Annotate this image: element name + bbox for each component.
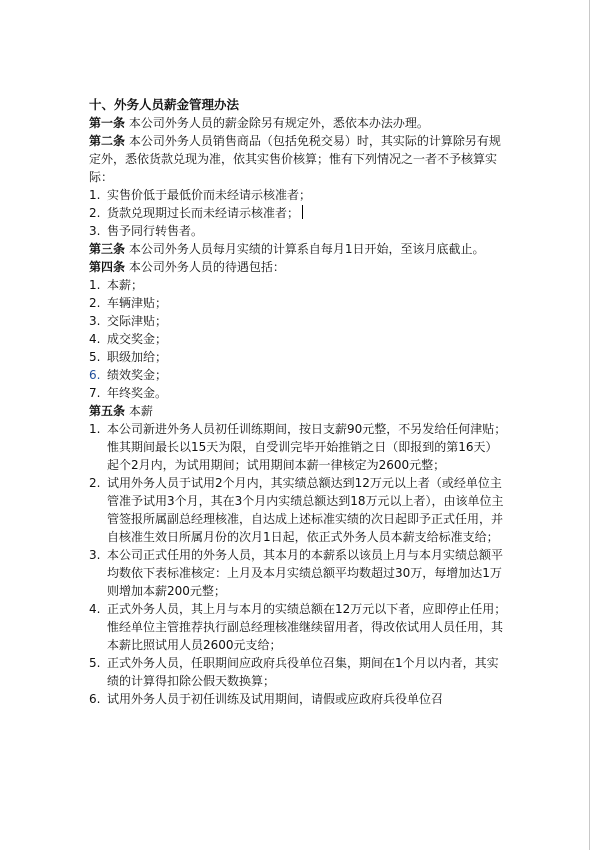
article-1-text: 本公司外务人员的薪金除另有规定外，悉依本办法办理。 (128, 116, 429, 130)
list-text: 年终奖金。 (107, 386, 168, 400)
list-number: 1. (89, 188, 101, 202)
list-item (89, 276, 507, 294)
list-number: 3. (89, 314, 101, 328)
article-2-list (89, 186, 507, 240)
list-number: 2. (89, 476, 101, 490)
list-text: 正式外务人员，其上月与本月的实绩总额在12万元以下者，应即停止任用；惟经单位主管推荐执行副总经理核准继续留用者，得改依试用人员任用，其本薪比照试用人员2600元支给； (107, 602, 507, 652)
list-number: 5. (89, 656, 101, 670)
list-number: 5. (89, 350, 101, 364)
list-item (89, 654, 507, 690)
list-item (89, 330, 507, 348)
list-text: 货款兑现期过长而未经请示核准者； (107, 206, 300, 220)
list-number: 2. (89, 296, 101, 310)
list-text: 本公司新进外务人员初任训练期间，按日支薪90元整，不另发给任何津贴；惟其期间最长以15天为限，自受训完毕开始推销之日（即报到的第16天）起个2月内，为试用期间；试用期间本薪一律核定为2600元整； (107, 422, 507, 472)
article-4-list (89, 276, 507, 402)
list-number: 3. (89, 224, 101, 238)
text-cursor (302, 205, 303, 219)
article-2-label: 第二条 (89, 134, 126, 148)
list-text: 绩效奖金； (107, 368, 168, 382)
list-number: 6. (89, 692, 101, 706)
article-4 (89, 258, 507, 276)
list-item (89, 186, 507, 204)
list-item (89, 204, 507, 222)
list-text: 正式外务人员，任职期间应政府兵役单位召集，期间在1个月以内者，其实绩的计算得扣除公假天数换算； (107, 656, 499, 688)
article-3-text: 本公司外务人员每月实绩的计算系自每月1日开始，至该月底截止。 (128, 242, 485, 256)
list-number: 4. (89, 602, 101, 616)
list-number: 1. (89, 422, 101, 436)
list-number: 7. (89, 386, 101, 400)
list-item (89, 348, 507, 366)
list-item (89, 222, 507, 240)
article-3-label: 第三条 (89, 242, 126, 256)
list-text: 试用外务人员于试用2个月内，其实绩总额达到12万元以上者（或经单位主管准予试用3个月，其在3个月内实绩总额达到18万元以上者），由该单位主管签报所属副总经理核准，自达成上述标准实绩的次日起即予正式任用，并自核准生效日所属月份的次月1日起，依正式外务人员本薪支给标准支给； (107, 476, 504, 544)
article-2 (89, 132, 507, 186)
section-title: 十、外务人员薪金管理办法 (89, 97, 240, 112)
list-text: 本公司正式任用的外务人员，其本月的本薪系以该员上月与本月实绩总额平均数依下表标准核定：上月及本月实绩总额平均数超过30万，每增加达1万则增加本薪200元整； (107, 548, 504, 598)
list-item (89, 600, 507, 654)
article-5-text: 本薪 (128, 404, 153, 418)
article-4-text: 本公司外务人员的待遇包括： (128, 260, 285, 274)
article-5-label: 第五条 (89, 404, 126, 418)
article-1-label: 第一条 (89, 116, 126, 130)
list-number: 4. (89, 332, 101, 346)
list-text: 成交奖金； (107, 332, 168, 346)
list-text: 车辆津贴； (107, 296, 168, 310)
list-number: 1. (89, 278, 101, 292)
article-5 (89, 402, 507, 420)
article-3 (89, 240, 507, 258)
list-item (89, 420, 507, 474)
list-text: 本薪； (107, 278, 144, 292)
list-text: 职级加给； (107, 350, 168, 364)
list-text: 售予同行转售者。 (107, 224, 204, 238)
list-text: 实售价低于最低价而未经请示核准者； (107, 188, 312, 202)
list-number: 6. (89, 368, 101, 382)
list-item (89, 384, 507, 402)
page-edge-line (589, 0, 590, 850)
list-text: 交际津贴； (107, 314, 168, 328)
article-5-list (89, 420, 507, 708)
list-item (89, 312, 507, 330)
list-text: 试用外务人员于初任训练及试用期间，请假或应政府兵役单位召 (107, 692, 444, 706)
list-item (89, 546, 507, 600)
list-item (89, 366, 507, 384)
list-item (89, 474, 507, 546)
list-number: 2. (89, 206, 101, 220)
document-body[interactable] (89, 96, 507, 708)
article-1 (89, 114, 507, 132)
list-item (89, 690, 507, 708)
article-2-text: 本公司外务人员销售商品（包括免税交易）时，其实际的计算除另有规定外，悉依货款兑现为准，依其实售价核算；惟有下列情况之一者不予核算实际： (89, 134, 501, 184)
article-4-label: 第四条 (89, 260, 126, 274)
list-number: 3. (89, 548, 101, 562)
list-item (89, 294, 507, 312)
